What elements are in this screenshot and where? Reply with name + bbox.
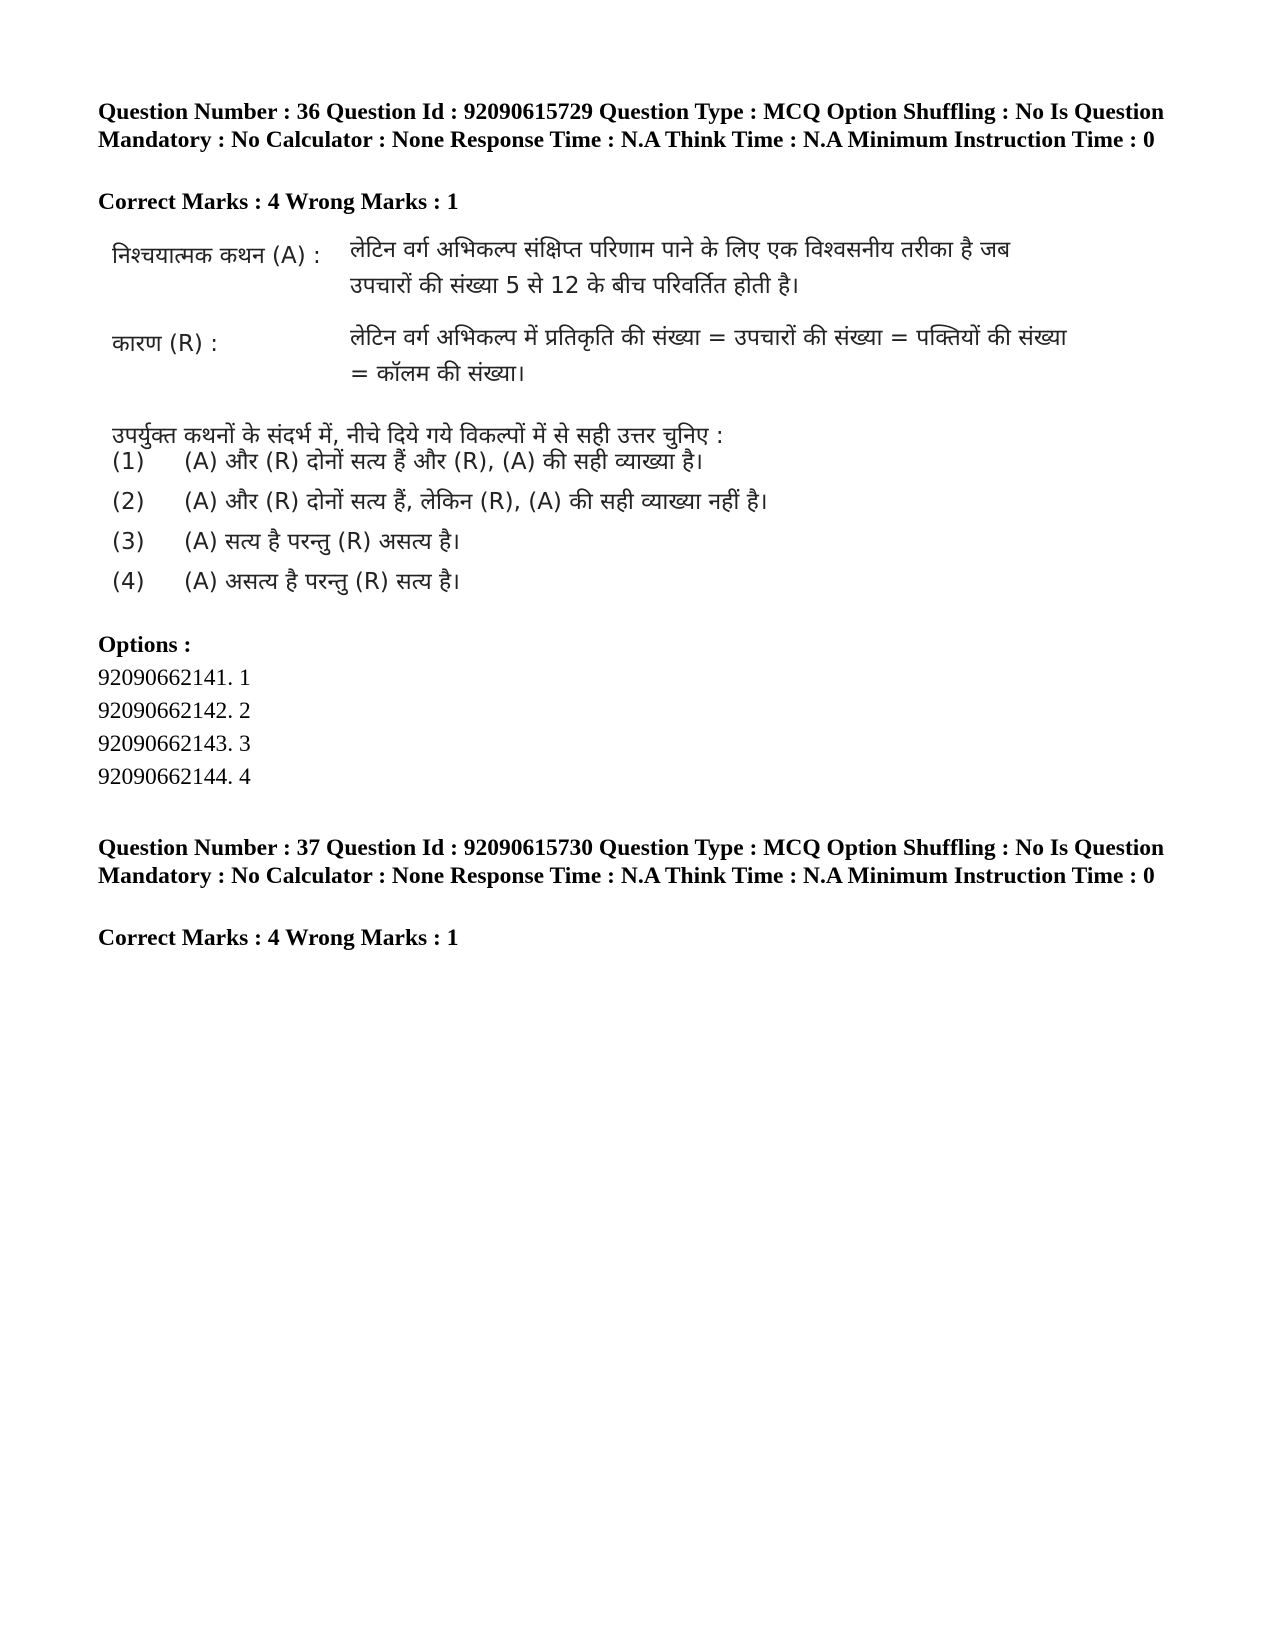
question-36-meta: Question Number : 36 Question Id : 92090615729 Question Type : MCQ Option Shuffling : No Is Question Mandatory : No Calculator : None Response Time : N.A Think Time : N.A Minimum Instruction Time : 0 [98,99,1165,153]
instruction-text: उपर्युक्त कथनों के संदर्भ में, नीचे दिये गये विकल्पों में से सही उत्तर चुनिए : [112,423,724,449]
choice-3 [112,524,460,556]
question-37-meta: Question Number : 37 Question Id : 92090615730 Question Type : MCQ Option Shuffling : No Is Question Mandatory : No Calculator : None Response Time : N.A Think Time : N.A Minimum Instruction Time : 0 [98,835,1165,889]
option-item: 92090662144. 4 [98,764,251,790]
option-item: 92090662141. 1 [98,665,251,691]
choice-number: (1) [112,449,145,475]
choice-text: (A) सत्य है परन्तु (R) असत्य है। [184,529,460,555]
question-36-body [112,238,1072,618]
question-36-marks: Correct Marks : 4 Wrong Marks : 1 [98,189,459,215]
choice-number: (2) [112,489,145,515]
assertion-label: निश्चयात्मक कथन (A) : [112,243,321,269]
options-heading: Options : [98,632,192,658]
choice-2 [112,484,768,516]
choice-text: (A) और (R) दोनों सत्य हैं और (R), (A) की सही व्याख्या है। [184,449,703,475]
choice-text: (A) असत्य है परन्तु (R) सत्य है। [184,569,460,595]
choice-number: (3) [112,529,145,555]
choice-1 [112,444,703,476]
option-item: 92090662142. 2 [98,698,251,724]
option-item: 92090662143. 3 [98,731,251,757]
reason-label: कारण (R) : [112,331,218,357]
assertion-text: लेटिन वर्ग अभिकल्प संक्षिप्त परिणाम पाने के लिए एक विश्वसनीय तरीका है जब उपचारों की संख्या 5 से 12 के बीच परिवर्तित होती है। [350,237,1011,299]
choice-number: (4) [112,569,145,595]
reason-text: लेटिन वर्ग अभिकल्प में प्रतिकृति की संख्या = उपचारों की संख्या = पक्तियों की संख्या = कॉलम की संख्या। [350,325,1067,387]
choice-text: (A) और (R) दोनों सत्य हैं, लेकिन (R), (A) की सही व्याख्या नहीं है। [184,489,768,515]
choice-4 [112,564,460,596]
question-37-marks: Correct Marks : 4 Wrong Marks : 1 [98,925,459,951]
